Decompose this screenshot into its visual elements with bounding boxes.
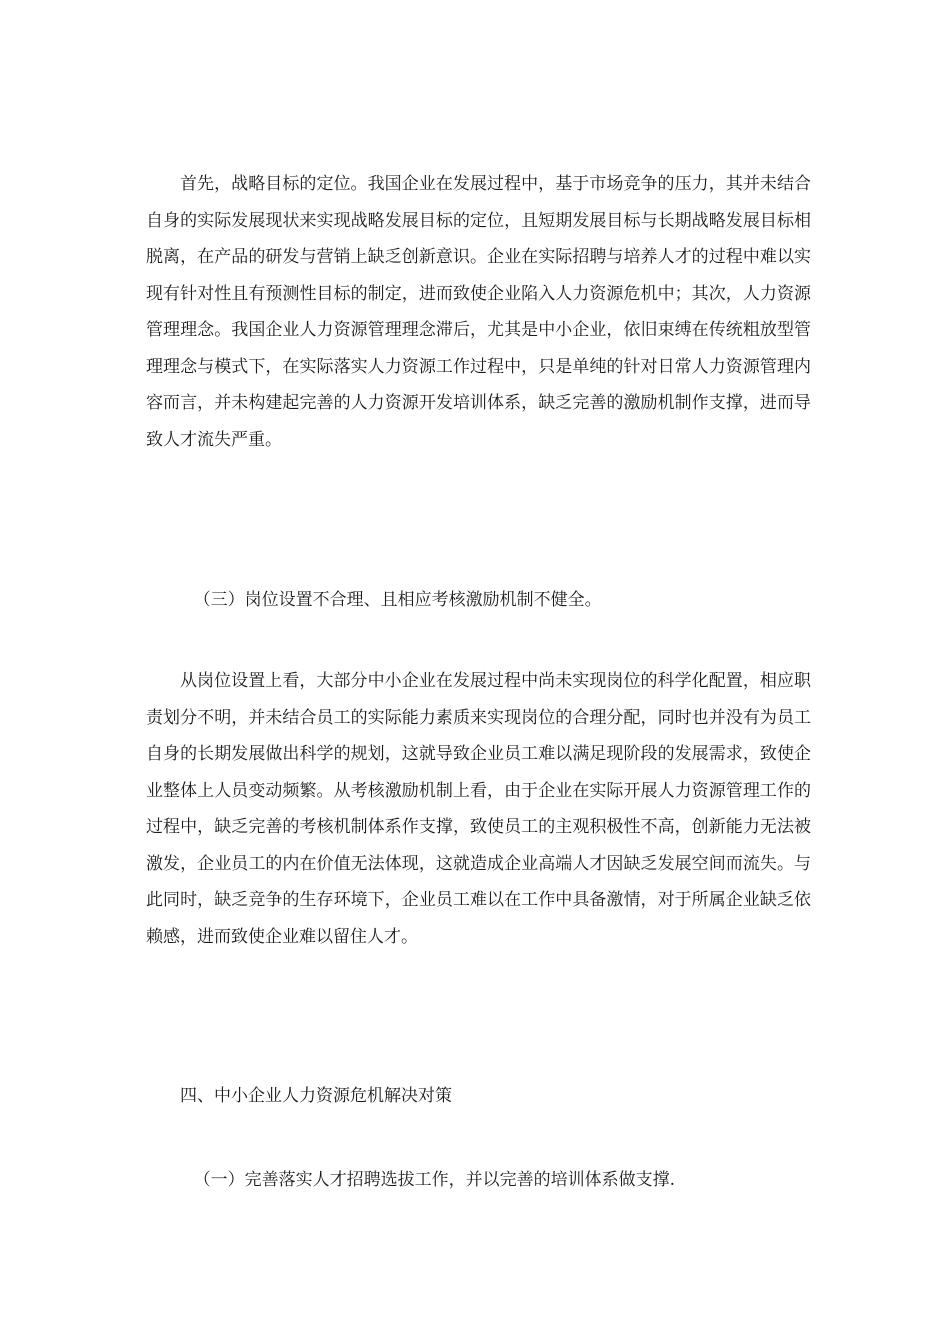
subheading-job-positions: （三）岗位设置不合理、且相应考核激励机制不健全。 xyxy=(193,590,602,610)
body-paragraph-strategy: 首先，战略目标的定位。我国企业在发展过程中，基于市场竞争的压力，其并未结合自身的实际发展现状来实现战略发展目标的定位，且短期发展目标与长期战略发展目标相脱离，在产品的研发与营销上缺乏创新意识。企业在实际招聘与培养人才的过程中难以实现有针对性且有预测性目标的制定，进而致使企业陷入人力资源危机中；其次，人力资源管理理念。我国企业人力资源管理理念滞后，尤其是中小企业，依旧束缚在传统粗放型管理理念与模式下，在实际落实人力资源工作过程中，只是单纯的针对日常人力资源管理内容而言，并未构建起完善的人力资源开发培训体系，缺乏完善的激励机制作支撑，进而导致人才流失严重。 xyxy=(146,174,811,450)
section-heading-countermeasures: 四、中小企业人力资源危机解决对策 xyxy=(180,1086,452,1106)
subheading-recruitment: （一）完善落实人才招聘选拔工作，并以完善的培训体系做支撑. xyxy=(193,1170,675,1190)
body-paragraph-positions: 从岗位设置上看，大部分中小企业在发展过程中尚未实现岗位的科学化配置，相应职责划分不明，并未结合员工的实际能力素质来实现岗位的合理分配，同时也并没有为员工自身的长期发展做出科学的规划，这就导致企业员工难以满足现阶段的发展需求，致使企业整体上人员变动频繁。从考核激励机制上看，由于企业在实际开展人力资源管理工作的过程中，缺乏完善的考核机制体系作支撑，致使员工的主观积极性不高，创新能力无法被激发，企业员工的内在价值无法体现，这就造成企业高端人才因缺乏发展空间而流失。与此同时，缺乏竞争的生存环境下，企业员工难以在工作中具备激情，对于所属企业缺乏依赖感，进而致使企业难以留住人才。 xyxy=(146,671,811,947)
